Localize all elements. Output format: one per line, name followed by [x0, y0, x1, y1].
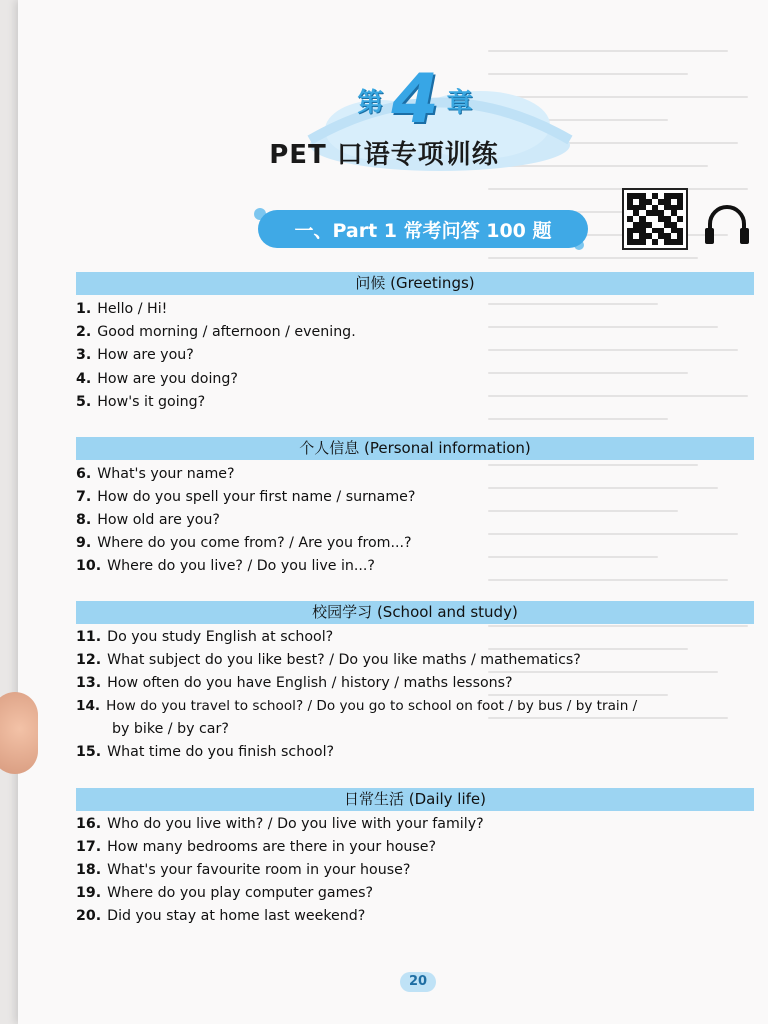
- question-item: 14. How do you travel to school? / Do you go to school on foot / by bus / by train /: [76, 698, 638, 714]
- question-item: 5. How's it going?: [76, 394, 206, 410]
- question-item: 17. How many bedrooms are there in your house?: [76, 839, 437, 855]
- question-item: 11. Do you study English at school?: [76, 629, 334, 645]
- section-heading-school-and-study: 校园学习 (School and study): [76, 601, 754, 624]
- question-item: 9. Where do you come from? / Are you from...?: [76, 535, 412, 551]
- section-heading-greetings: 问候 (Greetings): [76, 272, 754, 295]
- question-item: 7. How do you spell your first name / surname?: [76, 489, 416, 505]
- question-item: 1. Hello / Hi!: [76, 301, 168, 317]
- page-number: 20: [400, 972, 436, 992]
- chapter-heading: [320, 60, 510, 140]
- question-item: 6. What's your name?: [76, 466, 235, 482]
- question-item: 12. What subject do you like best? / Do you like maths / mathematics?: [76, 652, 581, 668]
- thumb: [0, 692, 38, 774]
- question-item: 3. How are you?: [76, 347, 194, 363]
- question-item: 18. What's your favourite room in your house?: [76, 862, 411, 878]
- page-title: PET 口语专项训练: [269, 140, 499, 170]
- section-heading-daily-life: 日常生活 (Daily life): [76, 788, 754, 811]
- part-banner: 一、Part 1 常考问答 100 题: [258, 210, 588, 248]
- headphones-icon[interactable]: [702, 202, 752, 246]
- question-item: 8. How old are you?: [76, 512, 220, 528]
- question-item: 20. Did you stay at home last weekend?: [76, 908, 366, 924]
- question-item: 2. Good morning / afternoon / evening.: [76, 324, 356, 340]
- chapter-prefix: 第: [357, 87, 384, 118]
- qr-code-icon[interactable]: [622, 188, 688, 250]
- question-item: 10. Where do you live? / Do you live in...?: [76, 558, 375, 574]
- chapter-number: 4: [391, 60, 439, 139]
- question-item: 15. What time do you finish school?: [76, 744, 335, 760]
- chapter-suffix: 章: [446, 87, 473, 118]
- question-item: 16. Who do you live with? / Do you live with your family?: [76, 816, 484, 832]
- section-heading-personal-information: 个人信息 (Personal information): [76, 437, 754, 460]
- question-item: 4. How are you doing?: [76, 371, 238, 387]
- question-item: 19. Where do you play computer games?: [76, 885, 374, 901]
- question-item-continuation: by bike / by car?: [112, 721, 229, 737]
- question-item: 13. How often do you have English / history / maths lessons?: [76, 675, 513, 691]
